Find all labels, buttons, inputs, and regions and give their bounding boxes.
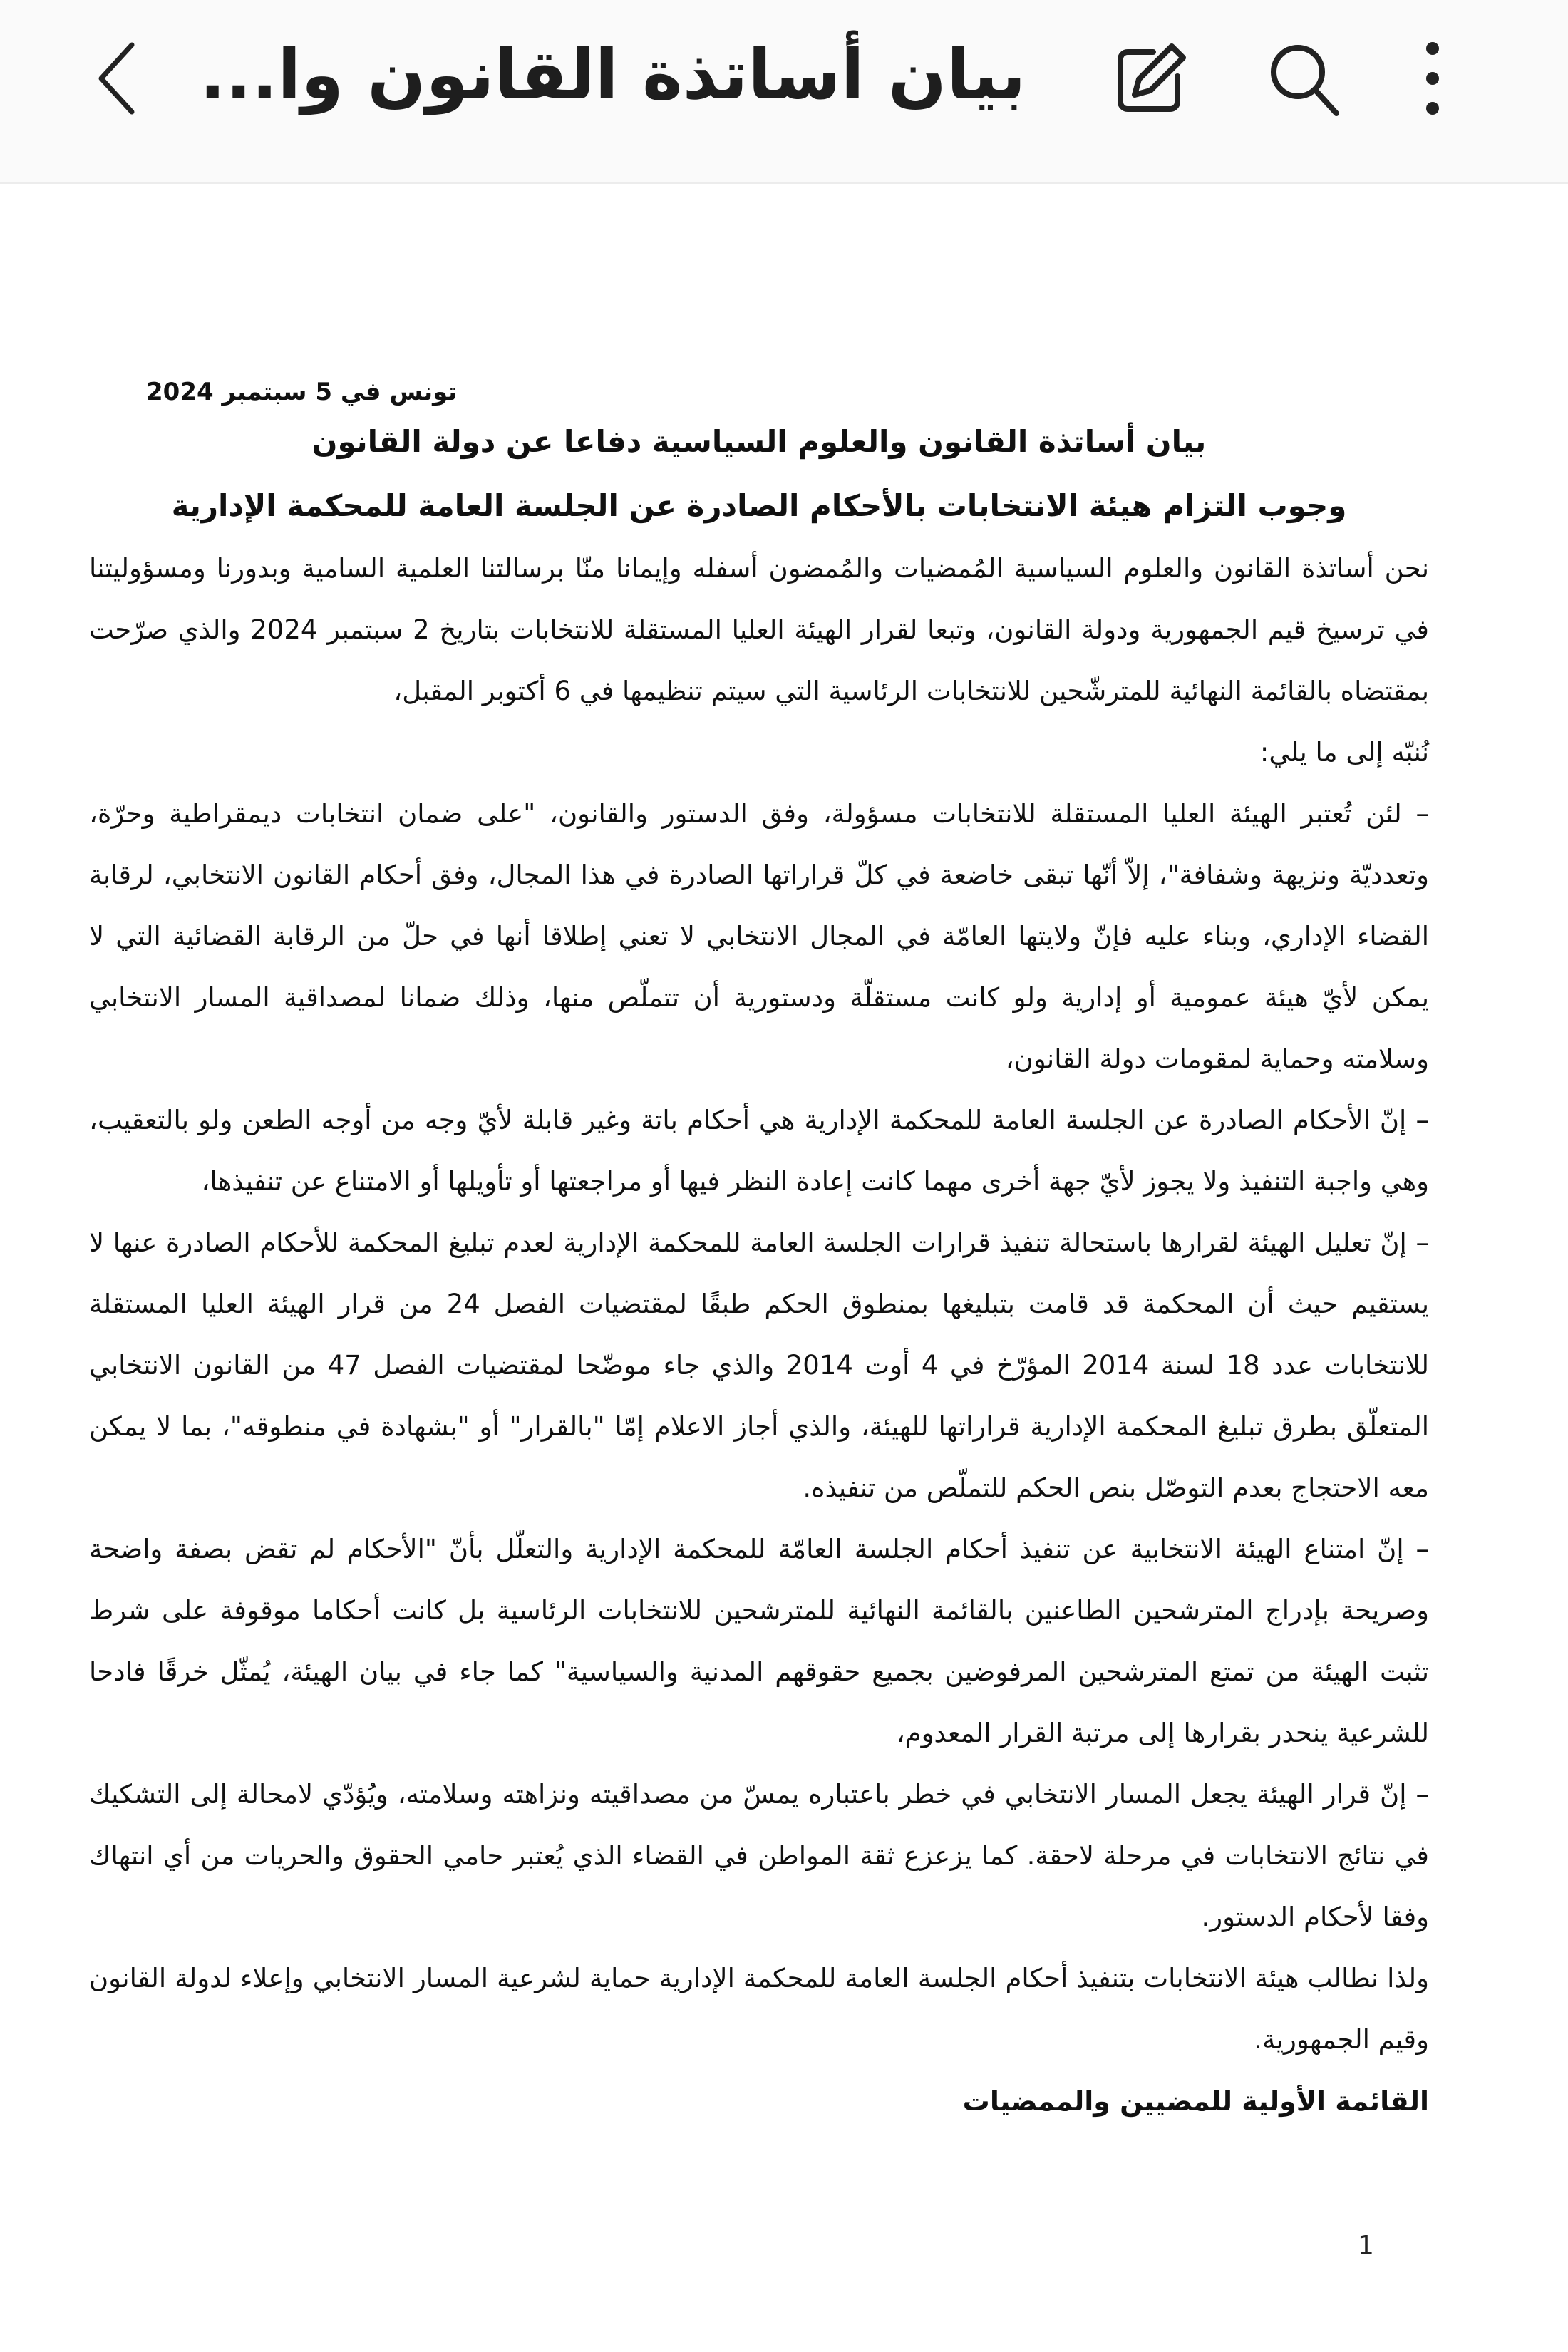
document-title: بيان أساتذة القانون وا... — [200, 35, 1026, 115]
edit-icon[interactable] — [1112, 39, 1190, 118]
page-number: 1 — [1358, 2231, 1374, 2260]
paragraph: ولذا نطالب هيئة الانتخابات بتنفيذ أحكام الجلسة العامة للمحكمة الإدارية حماية لشرعية المسار الانتخابي وإعلاء لدولة القانون وقيم الجمهورية. — [89, 1963, 1429, 2055]
paragraph: نُنبّه إلى ما يلي: — [1259, 737, 1429, 768]
search-icon[interactable] — [1265, 39, 1343, 121]
heading-line-1: بيان أساتذة القانون والعلوم السياسية دفاعا عن دولة القانون — [311, 424, 1207, 459]
paragraph: – إنّ تعليل الهيئة لقرارها باستحالة تنفيذ قرارات الجلسة العامة للمحكمة الإدارية لعدم تبليغ المحكمة للأحكام الصادرة عنها لا يستقيم حيث أن المحكمة قد قامت بتبليغها بمنطوق الحكم طبقًا لمقتضيات الفصل 24 من قرار الهيئة العليا المستقلة للانتخابات عدد 18 لسنة 2014 المؤرّخ في 4 أوت 2014 والذي جاء موضّحا لمقتضيات الفصل 47 من القانون الانتخابي المتعلّق بطرق تبليغ المحكمة الإدارية قراراتها للهيئة، والذي أجاز الاعلام إمّا "بالقرار" أو "بشهادة في منطوقه"، بما لا يمكن معه الاحتجاج بعدم التوصّل بنص الحكم للتملّص من تنفيذه. — [89, 1227, 1429, 1503]
heading-line-2: وجوب التزام هيئة الانتخابات بالأحكام الصادرة عن الجلسة العامة للمحكمة الإدارية — [171, 488, 1347, 523]
paragraph: – لئن تُعتبر الهيئة العليا المستقلة للانتخابات مسؤولة، وفق الدستور والقانون، "على ضمان انتخابات ديمقراطية وحرّة، وتعدديّة ونزيهة وشفافة"، إلاّ أنّها تبقى خاضعة في كلّ قراراتها الصادرة في هذا المجال، وفق أحكام القانون الانتخابي، لرقابة القضاء الإداري، وبناء عليه فإنّ ولايتها العامّة في المجال الانتخابي لا تعني إطلاقا أنها في حلّ من الرقابة القضائية التي لا يمكن لأيّ هيئة عمومية أو إدارية ولو كانت مستقلّة ودستورية أن تتملّص منها، وذلك ضمانا لمصداقية المسار الانتخابي وسلامته وحماية لمقومات دولة القانون، — [89, 798, 1429, 1074]
paragraph: – إنّ امتناع الهيئة الانتخابية عن تنفيذ أحكام الجلسة العامّة للمحكمة الإدارية والتعلّل بأنّ "الأحكام لم تقض بصفة واضحة وصريحة بإدراج المترشحين الطاعنين بالقائمة النهائية للمترشحين للانتخابات الرئاسية بل كانت أحكاما موقوفة على شرط تثبت الهيئة من تمتع المترشحين المرفوضين بجميع حقوقهم المدنية والسياسية" كما جاء في بيان الهيئة، يُمثّل خرقًا فادحا للشرعية ينحدر بقرارها إلى مرتبة القرار المعدوم، — [89, 1534, 1429, 1748]
back-chevron-icon[interactable] — [93, 39, 143, 118]
document-page — [89, 371, 1429, 2132]
document-date: تونس في 5 سبتمبر 2024 — [146, 378, 458, 406]
paragraph: نحن أساتذة القانون والعلوم السياسية المُمضيات والمُمضون أسفله وإيمانا منّا برسالتنا العلمية السامية وبدورنا ومسؤوليتنا في ترسيخ قيم الجمهورية ودولة القانون، وتبعا لقرار الهيئة العليا المستقلة للانتخابات بتاريخ 2 سبتمبر 2024 والذي صرّحت بمقتضاه بالقائمة النهائية للمترشّحين للانتخابات الرئاسية التي سيتم تنظيمها في 6 أكتوبر المقبل، — [89, 553, 1429, 706]
more-vert-icon[interactable] — [1418, 36, 1447, 121]
app-bar — [0, 0, 1568, 184]
signature-heading: القائمة الأولية للمضيين والممضيات — [962, 2085, 1429, 2117]
paragraph: – إنّ قرار الهيئة يجعل المسار الانتخابي في خطر باعتباره يمسّ من مصداقيته ونزاهته وسلامته، ويُؤدّي لامحالة إلى التشكيك في نتائج الانتخابات في مرحلة لاحقة. كما يزعزع ثقة المواطن في القضاء الذي يُعتبر حامي الحقوق والحريات من أي انتهاك وفقا لأحكام الدستور. — [89, 1779, 1429, 1932]
paragraph: – إنّ الأحكام الصادرة عن الجلسة العامة للمحكمة الإدارية هي أحكام باتة وغير قابلة لأيّ وجه من أوجه الطعن ولو بالتعقيب، وهي واجبة التنفيذ ولا يجوز لأيّ جهة أخرى مهما كانت إعادة النظر فيها أو مراجعتها أو تأويلها أو الامتناع عن تنفيذها، — [89, 1105, 1429, 1197]
